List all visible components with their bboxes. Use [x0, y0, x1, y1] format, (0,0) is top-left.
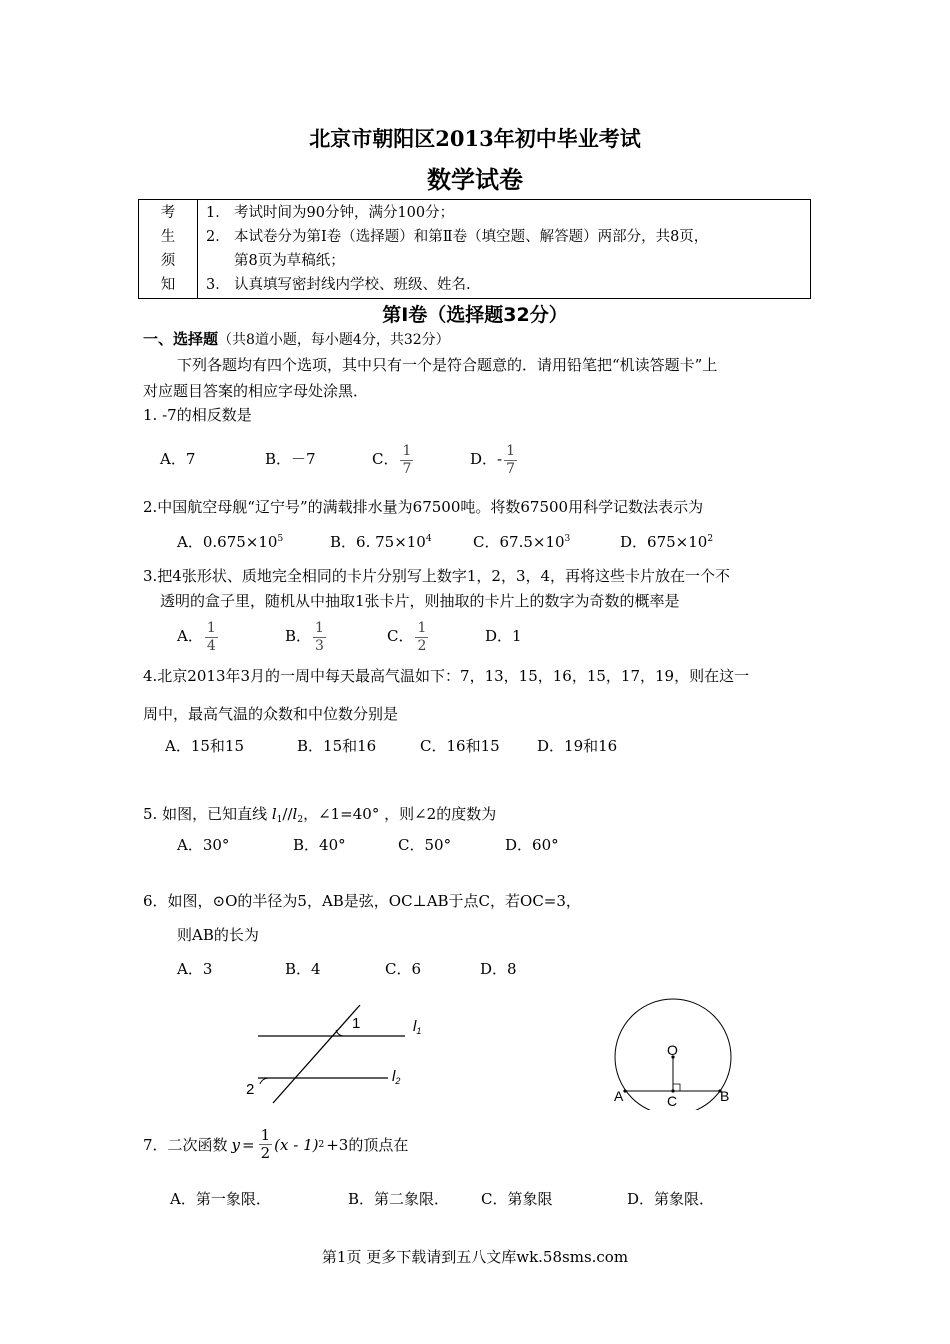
notice-text: 第8页为草稿纸； — [234, 253, 345, 269]
q4-option-b: B．15和16 — [297, 737, 377, 755]
parallel-lines-figure — [240, 1000, 440, 1105]
notice-label-char: 生 — [160, 229, 176, 245]
q7-option-a: A．第一象限． — [170, 1190, 271, 1208]
q3-option-c: C． $\frac{1}{2}$ — [387, 619, 427, 654]
point-c-label: C — [667, 1093, 678, 1109]
notice-item — [206, 201, 804, 225]
point-a-label: A — [614, 1088, 624, 1104]
instructions-line: 对应题目答案的相应字母处涂黑． — [143, 382, 369, 400]
notice-label-char: 知 — [160, 277, 176, 293]
question-6-stem: 6．如图，⊙O的半径为5，AB是弦，OC⊥AB于点C，若OC=3， — [143, 892, 581, 910]
angle-2-label: 2 — [246, 1081, 255, 1098]
transversal-line — [273, 1005, 360, 1103]
notice-items — [198, 200, 811, 299]
q7-option-c: C．第象限 — [481, 1190, 553, 1208]
notice-num: 1． — [206, 205, 230, 221]
point-o-label: O — [667, 1042, 678, 1058]
circle-figure — [600, 995, 750, 1110]
question-5-stem: 5. 如图，已知直线 $l_1//l_2$，∠1=40° ，则∠2的度数为 — [143, 805, 497, 825]
notice-num: 3． — [206, 277, 230, 293]
q5-option-c: C．50° — [398, 836, 452, 854]
question-3-stem: 透明的盒子里，随机从中抽取1张卡片，则抽取的卡片上的数字为奇数的概率是 — [160, 592, 680, 610]
q5-option-a: A．30° — [177, 836, 230, 854]
q5-option-d: D．60° — [505, 836, 559, 854]
q1-option-a: A．7 — [160, 450, 196, 468]
question-1-stem: 1. -7的相反数是 — [143, 406, 252, 424]
question-7-stem: 7．二次函数 y = $\frac{1}{2}$ (x - 1) 2 +3 的顶点在 — [143, 1126, 409, 1162]
point-b-label: B — [720, 1088, 730, 1104]
part-heading-label: 一、选择题 — [143, 330, 219, 348]
q2-option-c: C．$67.5\times 10^3$ — [473, 533, 571, 551]
question-4-stem: 周中，最高气温的众数和中位数分别是 — [143, 705, 399, 723]
part-heading-note: （共8道小题，每小题4分，共32分） — [218, 332, 450, 348]
q2-option-d: D．$675\times 10^2$ — [620, 533, 714, 551]
notice-text: 考试时间为90分钟，满分100分； — [234, 205, 455, 221]
exam-subtitle: 数学试卷 — [427, 165, 523, 194]
notice-item — [206, 225, 804, 249]
notice-label — [139, 200, 198, 299]
notice-text: 认真填写密封线内学校、班级、姓名. — [234, 277, 471, 293]
part-heading — [143, 328, 450, 349]
page-footer: 第1页 更多下载请到五八文库wk.58sms.com — [321, 1248, 629, 1266]
q4-option-c: C．16和15 — [420, 737, 500, 755]
q6-option-a: A．3 — [177, 960, 213, 978]
notice-text: 本试卷分为第Ⅰ卷（选择题）和第Ⅱ卷（填空题、解答题）两部分，共8页， — [234, 229, 709, 245]
q1-option-d: D．- $\frac{1}{7}$ — [470, 442, 516, 477]
q4-option-a: A．15和15 — [165, 737, 245, 755]
q1-option-b: B．－7 — [265, 450, 316, 468]
question-2-stem: 2.中国航空母舰“辽宁号”的满载排水量为67500吨。将数67500用科学记数法表示为 — [143, 498, 704, 516]
instructions-line: 下列各题均有四个选项，其中只有一个是符合题意的．请用铅笔把“机读答题卡”上 — [177, 356, 718, 374]
q3-option-b: B． $\frac{1}{3}$ — [285, 619, 324, 654]
q6-option-c: C．6 — [385, 960, 422, 978]
q2-option-a: A．$0.675\times 10^5$ — [177, 533, 284, 551]
angle-2-arc — [260, 1078, 269, 1084]
section-title: 第Ⅰ卷（选择题32分） — [382, 304, 568, 326]
fraction: $\frac{1}{7}$ — [506, 442, 516, 477]
angle-1-label: 1 — [352, 1015, 361, 1032]
question-3-stem: 3.把4张形状、质地完全相同的卡片分别写上数字1，2，3，4，再将这些卡片放在一个不 — [143, 567, 731, 585]
exam-notice-table — [138, 199, 811, 299]
notice-item-cont — [206, 249, 804, 273]
notice-item — [206, 273, 804, 297]
notice-label-char: 考 — [160, 205, 176, 221]
notice-label-char: 须 — [160, 253, 176, 269]
point-a — [623, 1089, 626, 1092]
q1-option-c: C． $\frac{1}{7}$ — [372, 442, 412, 477]
q3-option-a: A． $\frac{1}{4}$ — [177, 619, 216, 654]
q7-option-d: D．第象限． — [627, 1190, 715, 1208]
q6-option-d: D．8 — [480, 960, 517, 978]
q4-option-d: D．19和16 — [537, 737, 618, 755]
notice-num: 2． — [206, 229, 230, 245]
q2-option-b: B．6. $75\times 10^4$ — [330, 533, 432, 551]
q7-option-b: B．第二象限． — [348, 1190, 450, 1208]
question-4-stem: 4.北京2013年3月的一周中每天最高气温如下：7，13，15，16，15，17，19，则在这一 — [143, 667, 750, 685]
q5-option-b: B．40° — [293, 836, 346, 854]
l1-label: $l_1$ — [413, 1018, 422, 1036]
l2-label: $l_2$ — [392, 1068, 401, 1086]
fraction: $\frac{1}{7}$ — [402, 442, 412, 477]
question-6-stem: 则AB的长为 — [177, 926, 259, 944]
q6-option-b: B．4 — [285, 960, 321, 978]
q3-option-d: D．1 — [485, 627, 522, 645]
exam-title: 北京市朝阳区2013年初中毕业考试 — [309, 126, 641, 151]
